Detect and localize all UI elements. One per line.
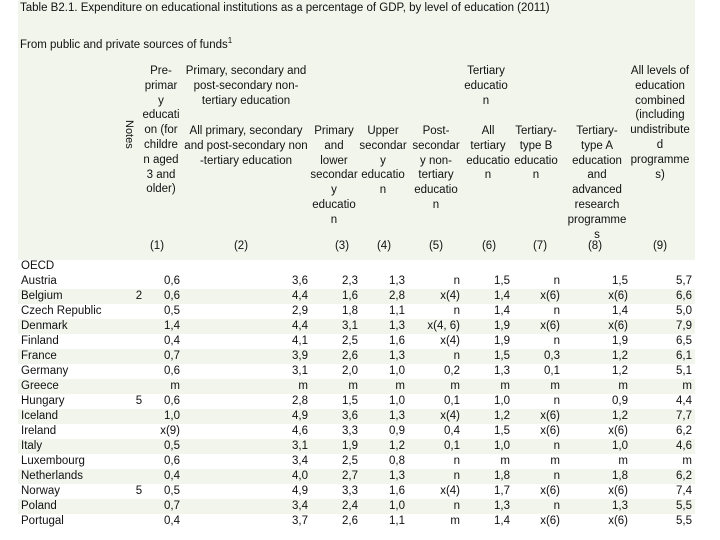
value-cell: n <box>453 455 460 467</box>
value-cell: m <box>170 380 180 392</box>
value-cell: 0,5 <box>164 440 180 452</box>
value-cell: 1,0 <box>164 410 180 422</box>
value-cell: 1,4 <box>494 305 510 317</box>
header-all-tertiary: All tertiary educatio n <box>466 125 510 182</box>
value-cell: x(6) <box>540 425 560 437</box>
header-all-levels: All levels of education combined (including undistribute d programme s) <box>630 65 690 181</box>
value-cell: x(6) <box>540 320 560 332</box>
value-cell: 1,0 <box>389 365 405 377</box>
value-cell: x(6) <box>608 485 628 497</box>
value-cell: 6,6 <box>676 290 692 302</box>
column-number: (9) <box>652 240 668 252</box>
table-row <box>18 394 695 409</box>
value-cell: 3,4 <box>292 500 308 512</box>
value-cell: m <box>682 380 692 392</box>
value-cell: x(6) <box>540 290 560 302</box>
table-row <box>18 274 695 289</box>
value-cell: n <box>553 275 560 287</box>
value-cell: 1,8 <box>494 470 510 482</box>
value-cell: m <box>618 380 628 392</box>
value-cell: 1,0 <box>494 440 510 452</box>
value-cell: 2,7 <box>342 470 358 482</box>
value-cell: x(4) <box>440 335 460 347</box>
group-row <box>18 259 695 274</box>
value-cell: 0,6 <box>164 275 180 287</box>
column-number: (5) <box>428 240 444 252</box>
value-cell: x(6) <box>540 485 560 497</box>
value-cell: 0,4 <box>444 425 460 437</box>
value-cell: 2,9 <box>292 305 308 317</box>
country-name: Luxembourg <box>21 455 85 467</box>
value-cell: 1,5 <box>612 275 628 287</box>
value-cell: 1,4 <box>494 515 510 527</box>
table-row <box>18 364 695 379</box>
value-cell: 1,9 <box>494 320 510 332</box>
value-cell: 0,6 <box>164 395 180 407</box>
value-cell: 3,9 <box>292 350 308 362</box>
country-name: Hungary <box>21 395 65 407</box>
header-tertiary-type-b: Tertiary- type B educatio n <box>514 125 558 182</box>
value-cell: n <box>453 500 460 512</box>
value-cell: 3,3 <box>342 485 358 497</box>
table-row <box>18 334 695 349</box>
country-name: Poland <box>21 500 57 512</box>
value-cell: 1,0 <box>389 500 405 512</box>
country-name: Greece <box>21 380 59 392</box>
value-cell: m <box>395 380 405 392</box>
header-tertiary-type-a: Tertiary- type A education and advanced research programme s <box>567 125 627 241</box>
value-cell: x(6) <box>608 425 628 437</box>
value-cell: 1,3 <box>494 365 510 377</box>
table-row <box>18 454 695 469</box>
country-name: France <box>21 350 57 362</box>
value-cell: 5,5 <box>676 500 692 512</box>
value-cell: 3,1 <box>292 365 308 377</box>
note-marker: 5 <box>135 485 143 497</box>
value-cell: 1,9 <box>342 440 358 452</box>
note-marker: 5 <box>135 395 143 407</box>
value-cell: 0,6 <box>164 455 180 467</box>
value-cell: n <box>553 500 560 512</box>
value-cell: n <box>453 350 460 362</box>
value-cell: x(4) <box>440 410 460 422</box>
value-cell: 3,6 <box>342 410 358 422</box>
value-cell: x(4) <box>440 485 460 497</box>
table-row <box>18 304 695 319</box>
table-row <box>18 499 695 514</box>
table-subtitle <box>18 29 695 60</box>
value-cell: m <box>618 455 628 467</box>
value-cell: 0,9 <box>612 395 628 407</box>
value-cell: 1,0 <box>494 395 510 407</box>
value-cell: 2,6 <box>342 350 358 362</box>
value-cell: 0,5 <box>164 305 180 317</box>
column-number: (7) <box>532 240 548 252</box>
value-cell: 1,5 <box>494 275 510 287</box>
value-cell: 1,3 <box>389 275 405 287</box>
value-cell: x(6) <box>608 515 628 527</box>
value-cell: 1,6 <box>342 290 358 302</box>
value-cell: 1,3 <box>389 410 405 422</box>
value-cell: 1,8 <box>612 470 628 482</box>
table-row <box>18 469 695 484</box>
value-cell: 1,2 <box>612 350 628 362</box>
header-primary-lower-secondary: Primary and lower secondar y educatio n <box>310 125 358 226</box>
value-cell: m <box>682 455 692 467</box>
value-cell: 4,4 <box>292 290 308 302</box>
country-name: Finland <box>21 335 59 347</box>
value-cell: m <box>450 515 460 527</box>
value-cell: n <box>553 470 560 482</box>
value-cell: 0,2 <box>444 365 460 377</box>
country-name: Iceland <box>21 410 59 422</box>
value-cell: x(4, 6) <box>427 320 460 332</box>
value-cell: 1,1 <box>389 515 405 527</box>
value-cell: x(6) <box>540 515 560 527</box>
value-cell: 7,9 <box>676 320 692 332</box>
value-cell: 0,1 <box>444 440 460 452</box>
value-cell: n <box>553 440 560 452</box>
table-row <box>18 349 695 364</box>
value-cell: 1,3 <box>612 500 628 512</box>
value-cell: 0,5 <box>164 485 180 497</box>
value-cell: 0,7 <box>164 350 180 362</box>
value-cell: 2,0 <box>342 365 358 377</box>
column-number: (1) <box>149 240 165 252</box>
country-name: Italy <box>21 440 43 452</box>
value-cell: 1,3 <box>389 470 405 482</box>
value-cell: 6,1 <box>676 350 692 362</box>
note-marker: 2 <box>135 290 143 302</box>
value-cell: 5,7 <box>676 275 692 287</box>
column-number: (2) <box>233 240 249 252</box>
value-cell: 0,7 <box>164 500 180 512</box>
value-cell: m <box>550 455 560 467</box>
value-cell: 1,5 <box>494 425 510 437</box>
value-cell: 0,8 <box>389 455 405 467</box>
value-cell: n <box>553 335 560 347</box>
value-cell: 1,3 <box>494 500 510 512</box>
value-cell: 0,4 <box>164 515 180 527</box>
subtitle-footnote: 1 <box>227 36 233 45</box>
column-number: (4) <box>376 240 392 252</box>
value-cell: 3,7 <box>292 515 308 527</box>
value-cell: 2,3 <box>342 275 358 287</box>
value-cell: 0,6 <box>164 290 180 302</box>
value-cell: m <box>348 380 358 392</box>
value-cell: 3,1 <box>292 440 308 452</box>
value-cell: 0,9 <box>389 425 405 437</box>
value-cell: n <box>453 305 460 317</box>
header-primary-secondary-group: Primary, secondary and post-secondary non- tertiary education <box>185 65 307 107</box>
country-name: Portugal <box>21 515 64 527</box>
value-cell: 1,3 <box>389 350 405 362</box>
value-cell: m <box>298 380 308 392</box>
value-cell: 2,5 <box>342 455 358 467</box>
table-row <box>18 409 695 424</box>
value-cell: n <box>453 275 460 287</box>
value-cell: x(9) <box>160 425 180 437</box>
value-cell: 1,5 <box>342 395 358 407</box>
value-cell: 1,8 <box>342 305 358 317</box>
group-label: OECD <box>21 260 55 272</box>
value-cell: 1,2 <box>612 410 628 422</box>
value-cell: 4,4 <box>676 395 692 407</box>
header-post-secondary: Post- secondar y non- tertiary educatio n <box>412 125 460 211</box>
country-name: Denmark <box>21 320 68 332</box>
table-row <box>18 424 695 439</box>
value-cell: 1,7 <box>494 485 510 497</box>
value-cell: 4,6 <box>676 440 692 452</box>
value-cell: 4,0 <box>292 470 308 482</box>
country-name: Czech Republic <box>21 305 102 317</box>
value-cell: 1,4 <box>612 305 628 317</box>
value-cell: 1,0 <box>389 395 405 407</box>
value-cell: 3,6 <box>292 275 308 287</box>
value-cell: 5,1 <box>676 365 692 377</box>
value-cell: n <box>453 470 460 482</box>
header-upper-secondary: Upper secondar y educatio n <box>359 125 407 197</box>
value-cell: n <box>553 395 560 407</box>
value-cell: 1,4 <box>164 320 180 332</box>
value-cell: 1,9 <box>612 335 628 347</box>
value-cell: 4,9 <box>292 410 308 422</box>
value-cell: 3,3 <box>342 425 358 437</box>
column-number: (3) <box>334 240 350 252</box>
value-cell: 0,1 <box>444 395 460 407</box>
value-cell: 6,2 <box>676 470 692 482</box>
value-cell: x(6) <box>608 290 628 302</box>
value-cell: 2,8 <box>389 290 405 302</box>
value-cell: 2,4 <box>342 500 358 512</box>
value-cell: 1,0 <box>612 440 628 452</box>
value-cell: 4,1 <box>292 335 308 347</box>
value-cell: 1,5 <box>494 350 510 362</box>
value-cell: 2,6 <box>342 515 358 527</box>
table-row <box>18 439 695 454</box>
country-name: Germany <box>21 365 69 377</box>
value-cell: m <box>500 380 510 392</box>
value-cell: m <box>450 380 460 392</box>
value-cell: 1,6 <box>389 335 405 347</box>
value-cell: 1,2 <box>389 440 405 452</box>
value-cell: 0,3 <box>544 350 560 362</box>
value-cell: 1,6 <box>389 485 405 497</box>
header-tertiary-group: Tertiary educatio n <box>464 65 508 107</box>
value-cell: 1,3 <box>389 320 405 332</box>
notes-column-header: Notes <box>123 120 135 149</box>
value-cell: m <box>550 380 560 392</box>
subtitle-text: From public and private sources of funds <box>20 38 228 51</box>
column-number: (6) <box>481 240 497 252</box>
value-cell: 4,4 <box>292 320 308 332</box>
value-cell: 4,9 <box>292 485 308 497</box>
value-cell: 1,1 <box>389 305 405 317</box>
value-cell: x(6) <box>540 410 560 422</box>
value-cell: 0,1 <box>544 365 560 377</box>
table-row <box>18 379 695 394</box>
country-name: Netherlands <box>21 470 84 482</box>
country-name: Ireland <box>21 425 57 437</box>
header-pre-primary: Pre- primar y educati on (for childre n aged 3 and older) <box>142 65 180 196</box>
value-cell: 7,7 <box>676 410 692 422</box>
country-name: Belgium <box>21 290 63 302</box>
value-cell: 6,5 <box>676 335 692 347</box>
table-row <box>18 484 695 499</box>
value-cell: 1,9 <box>494 335 510 347</box>
value-cell: 0,4 <box>164 335 180 347</box>
value-cell: 2,5 <box>342 335 358 347</box>
country-name: Norway <box>21 485 60 497</box>
value-cell: 6,2 <box>676 425 692 437</box>
table-row <box>18 319 695 334</box>
value-cell: 5,5 <box>676 515 692 527</box>
value-cell: 1,4 <box>494 290 510 302</box>
table-title: Table B2.1. Expenditure on educational institutions as a percentage of GDP, by level of education (2011) <box>18 0 695 29</box>
value-cell: x(6) <box>608 320 628 332</box>
value-cell: 1,2 <box>494 410 510 422</box>
table-row <box>18 289 695 304</box>
value-cell: x(4) <box>440 290 460 302</box>
value-cell: 0,6 <box>164 365 180 377</box>
country-name: Austria <box>21 275 57 287</box>
value-cell: 3,1 <box>342 320 358 332</box>
value-cell: 1,2 <box>612 365 628 377</box>
value-cell: 5,0 <box>676 305 692 317</box>
value-cell: 0,4 <box>164 470 180 482</box>
value-cell: m <box>500 455 510 467</box>
value-cell: 3,4 <box>292 455 308 467</box>
value-cell: 7,4 <box>676 485 692 497</box>
table-row <box>18 514 695 529</box>
column-number: (8) <box>587 240 603 252</box>
value-cell: 4,6 <box>292 425 308 437</box>
value-cell: n <box>553 305 560 317</box>
value-cell: 2,8 <box>292 395 308 407</box>
header-all-primary-secondary: All primary, secondary and post-secondary non -tertiary education <box>184 125 308 167</box>
